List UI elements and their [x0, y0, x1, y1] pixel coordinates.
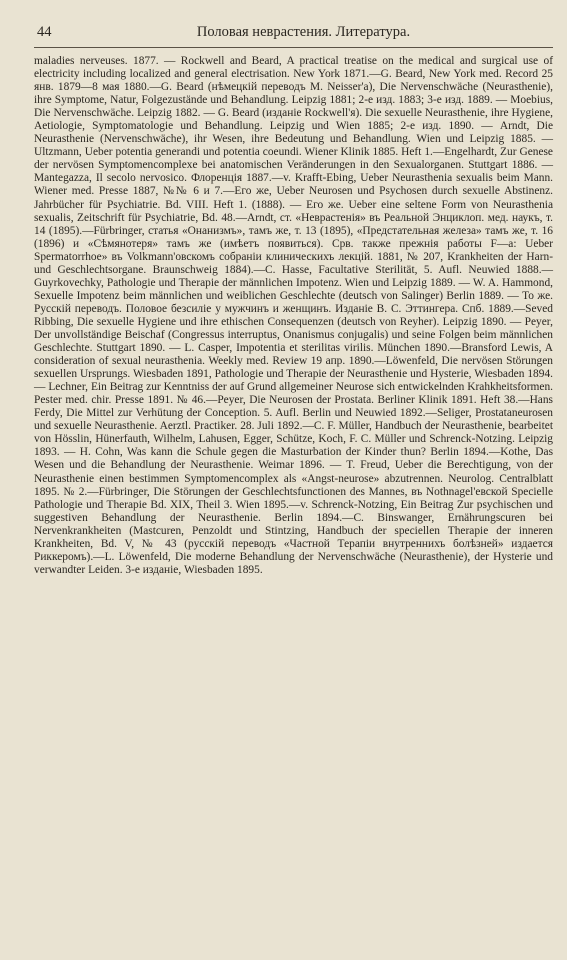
- header-rule: [34, 47, 553, 48]
- page-number: 44: [37, 24, 52, 40]
- bibliography-paragraph: maladies nerveuses. 1877. — Rockwell and Beard, A practical treatise on the medical and surgical use of electricity including localized and general electrisation. New York 1871.—G. Beard, New York med. Record 25 янв. 1879—8 мая 1880.—G. Beard (нѣмецкій переводъ M. Neisser'a), Die Nervenschwäche (Neurasthenie), ihre Symptome, Natur, Folgezustände und Behandlung. Leipzig 1881; 2-е изд. 1883; 3-е изд. 1889. — Moebius, Die Nervenschwäche. Leipzig 1882. — G. Beard (изданіе Rockwell'я). Die sexuelle Neurasthenie, ihre Hygiene, Aetiologie, Symptomatologie und Behandlung. Leipzig und Wien 1885; 2-е изд. 1890. — Arndt, Die Neurasthenie (Nervenschwäche), ihr Wesen, ihre Bedeutung und Behandlung. Wien und Leipzig 1885. — Ultzmann, Ueber potentia generandi und potentia coeundi. Wiener Klinik 1885. Heft 1.—Engelhardt, Zur Genese der nervösen Symptomencomplexe bei anatomischen Veränderungen in den Sexualorganen. Stuttgart 1886. — Mantegazza, Il secolo nervosico. Флоренція 1887.—v. Krafft-Ebing, Ueber Neurasthenia sexualis beim Mann. Wiener med. Presse 1887, №№ 6 и 7.—Его же, Ueber Neurosen und Psychosen durch sexuelle Abstinenz. Jahrbücher für Psychiatrie. Bd. VIII. Heft 1. (1888). — Его же. Ueber eine seltene Form von Neurasthenia sexualis, Zeitschrift für Psychiatrie, Bd. 48.—Arndt, ст. «Неврастенія» въ Реальной Энциклоп. мед. наукъ, т. 14 (1895).—Fürbringer, статья «Онанизмъ», тамъ же, т. 13 (1895), «Предстательная железа» тамъ же, т. 16 (1896) и «Сѣмянотеря» тамъ же (имѣетъ появиться). Срв. также прежнія работы F—a: Ueber Spermatorrhoe» въ Volkmann'овскомъ собраніи клиническихъ лекцій. 1881, № 207, Krankheiten der Harn- und Geschlechtsorgane. Braunschweig 1884).—C. Hasse, Facultative Sterilität, 5. Aufl. Neuwied 1888.—Guyrkovechky, Pathologie und Therapie der männlichen Impotenz. Wien und Leipzig 1889. — W. A. Hammond, Sexuelle Impotenz beim männlichen und weiblichen Geschlechte (deutsch von Salinger) Berlin 1889. — То же. Русскій переводъ. Половое безсиліе у мужчинъ и женщинъ. Изданіе В. С. Эттингера. Спб. 1889.—Seved Ribbing, Die sexuelle Hygiene und ihre ethischen Consequenzen (deutsch von Reyher). Leipzig 1890. — Peyer, Der unvollständige Beischaf (Congressus interruptus, Onanismus conjugalis) und seine Folgen beim männlichen Geschlechte. Stuttgart 1890. — L. Casper, Impotentia et sterilitas virilis. München 1890.—Bransford Lewis, A consideration of sexual neurasthenia. Weekly med. Review 19 апр. 1890.—Löwenfeld, Die nervösen Störungen sexuellen Ursprungs. Wiesbaden 1891, Pathologie und Therapie der Neurasthenie und Hysterie, Wiesbaden 1894. — Lechner, Ein Beitrag zur Kenntniss der auf Grund allgemeiner Neurose sich entwickelnden Krahkheitsformen. Pester med. chir. Presse 1891. № 46.—Peyer, Die Neurosen der Prostata. Berliner Klinik 1891. Heft 38.—Hans Ferdy, Die Mittel zur Verhütung der Conception. 5. Aufl. Berlin und Neuwied 1892.—Seliger, Prostataneurosen und sexuelle Neurasthenie. Aerztl. Practiker. 28. Juli 1892.—C. F. Müller, Handbuch der Neurasthenie, bearbeitet von Hösslin, Hünerfauth, Wilhelm, Lahusen, Egger, Schütze, Koch, F. C. Müller und Schrenck-Notzing. Leipzig 1893. — H. Cohn, Was kann die Schule gegen die Masturbation der Kinder thun? Berlin 1894.—Kothe, Das Wesen und die Behandlung der Neurasthenie. Weimar 1896. — T. Freud, Ueber die Berechtigung, von der Neurasthenie einen bestimmen Symptomencomplex als «Angst-neurose» abzutrennen. Neurolog. Centralblatt 1895. № 2.—Fürbringer, Die Störungen der Geschlechtsfunctionen des Mannes, въ Nothnagel'евской Specielle Pathologie und Therapie Bd. XIX, Theil 3. Wien 1895.—v. Schrenck-Notzing, Ein Beitrag Zur psychischen und suggestiven Behandlung der Neurasthenie. Berlin 1894.—C. Binswanger, Ernährungscuren bei Nervenkrankheiten (Mastcuren, Penzoldt und Stintzing, Handbuch der speciellen Therapie der inneren Krankheiten, Bd. V, № 43 (русскій переводъ «Частной Терапіи внутреннихъ болѣзней» издается Риккеромъ).—L. Löwenfeld, Die moderne Behandlung der Nervenschwäche (Neurasthenie), der Hysterie und verwandter Leiden. 3-е изданіе, Wiesbaden 1895.: [34, 55, 553, 576]
- page-header: [34, 22, 553, 44]
- bibliography-text: [34, 55, 553, 577]
- running-title: Половая неврастения. Литература.: [196, 24, 411, 40]
